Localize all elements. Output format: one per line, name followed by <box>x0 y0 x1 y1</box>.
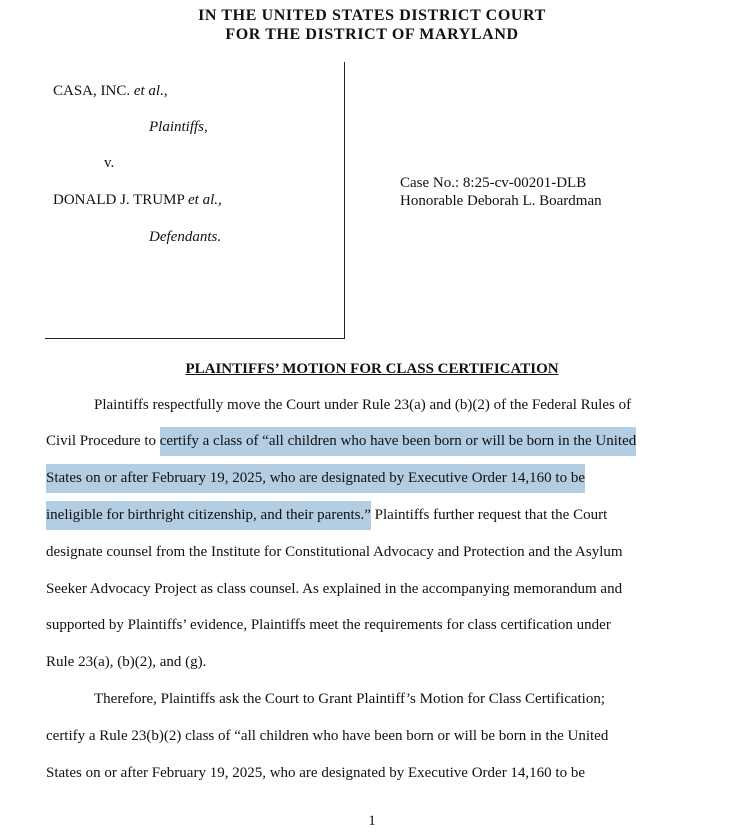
body-line: Plaintiffs respectfully move the Court under Rule 23(a) and (b)(2) of the Federal Rules of <box>94 397 632 413</box>
highlighted-text[interactable]: States on or after February 19, 2025, who are designated by Executive Order 14,160 to be <box>46 464 585 493</box>
body-line: Seeker Advocacy Project as class counsel. As explained in the accompanying memorandum and <box>46 581 623 597</box>
body-line <box>46 470 585 487</box>
body-text: Civil Procedure to <box>46 433 160 449</box>
body-line <box>46 507 607 524</box>
body-line: designate counsel from the Institute for Constitutional Advocacy and Protection and the Asylum <box>46 544 623 560</box>
court-name-line1: IN THE UNITED STATES DISTRICT COURT <box>198 7 546 24</box>
defendant-name: DONALD J. TRUMP <box>53 192 185 208</box>
plaintiff-et-al: et al., <box>133 83 168 99</box>
defendant-et-al: et al., <box>188 192 222 208</box>
motion-title: PLAINTIFFS’ MOTION FOR CLASS CERTIFICATION <box>185 361 559 377</box>
page-number: 1 <box>368 813 376 829</box>
plaintiff-name: CASA, INC. <box>53 83 131 99</box>
defendants-label: Defendants. <box>149 229 222 245</box>
body-line: States on or after February 19, 2025, who are designated by Executive Order 14,160 to be <box>46 765 586 781</box>
case-caption-box <box>45 62 345 339</box>
highlighted-text[interactable]: ineligible for birthright citizenship, and their parents.” <box>46 501 371 530</box>
body-line <box>46 433 636 450</box>
body-line: supported by Plaintiffs’ evidence, Plaintiffs meet the requirements for class certification under <box>46 617 611 633</box>
body-line: Rule 23(a), (b)(2), and (g). <box>46 654 207 670</box>
plaintiffs-label: Plaintiffs, <box>149 119 208 135</box>
body-line: certify a Rule 23(b)(2) class of “all children who have been born or will be born in the United <box>46 728 609 744</box>
body-line: Therefore, Plaintiffs ask the Court to Grant Plaintiff’s Motion for Class Certification; <box>94 691 606 707</box>
highlighted-text[interactable]: certify a class of “all children who have been born or will be born in the United <box>160 427 637 456</box>
judge-name: Honorable Deborah L. Boardman <box>400 193 602 209</box>
defendant-line <box>53 192 222 209</box>
case-number: Case No.: 8:25-cv-00201-DLB <box>400 175 587 191</box>
plaintiff-line <box>53 83 168 100</box>
body-text: Plaintiffs further request that the Court <box>370 507 608 523</box>
versus-label: v. <box>104 155 115 171</box>
court-name-line2: FOR THE DISTRICT OF MARYLAND <box>225 26 519 43</box>
